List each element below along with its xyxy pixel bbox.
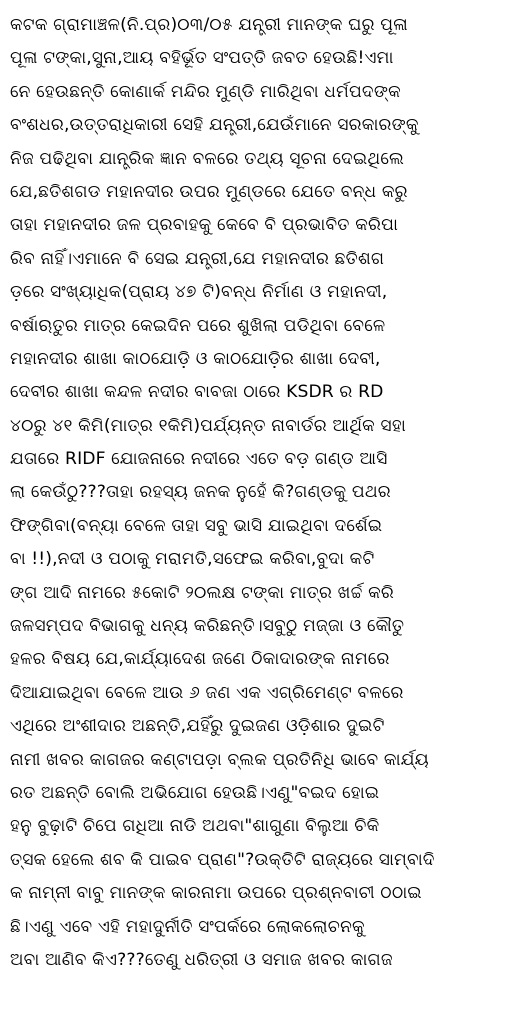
article-line-18: ଙ୍ଗ ଆଦି ନାମରେ ୫କୋଟି ୨୦ଲକ୍ଷ ଟଙ୍କା ମାତ୍ର ଖର୍ଚ୍ଚ କରି [10, 582, 395, 603]
article-line-28: ଛି।ଏଣୁ ଏବେ ଏହି ମହାଦୁର୍ନୀତି ସଂପର୍କରେ ଲୋକଲୋଚନକୁ [10, 916, 365, 937]
article-line-1: କଟକ ଗ୍ରାମାଞ୍ଚଳ(ନି.ପ୍ର)୦୩/୦୫ ଯନ୍ତ୍ରୀ ମାନଙ୍କ ଘରୁ ପୂଳା [10, 15, 408, 35]
article-line-11: ମହାନଦୀର ଶାଖା କାଠଯୋଡ଼ି ଓ କାଠଯୋଡ଼ିର ଶାଖା ଦେବୀ, [10, 348, 381, 369]
article-line-10: ବର୍ଷାଋତୁର ମାତ୍ର କେଇଦିନ ପରେ ଶୁଖିଲା ପଡିଥିବା ବେଳେ [10, 315, 386, 336]
article-line-4: ବଂଶଧର,ଉତ୍ତରାଧିକାରୀ ସେହି ଯନ୍ତ୍ରୀ,ଯେଉଁମାନେ ସରକାରଙ୍କୁ [10, 115, 419, 136]
article-line-12: ଦେବୀର ଶାଖା କନ୍ଦଳ ନଦୀର ବାବଜା ଠାରେ KSDR ର RD [10, 382, 384, 403]
article-line-3: ନେ ହେଉଛନ୍ତି କୋଣାର୍କ ମନ୍ଦିର ମୁଣ୍ଡି ମାରିଥିବା ଧର୍ମପଦଙ୍କ [10, 81, 401, 102]
article-line-13: ୪୦ରୁ ୪୧ କିମି(ମାତ୍ର ୧କିମି)ପର୍ଯ୍ୟନ୍ତ ନାବାର୍ଡର ଆର୍ଥିକ ସହା [10, 415, 406, 436]
article-line-6: ଯେ,ଛତିଶଗଡ ମହାନଦୀର ଉପର ମୁଣ୍ଡରେ ଯେତେ ବନ୍ଧ କରୁ [10, 181, 408, 202]
article-line-14: ଯତାରେ RIDF ଯୋଜନାରେ ନଦୀରେ ଏତେ ବଡ଼ ଗଣ୍ଡ ଆସି [10, 449, 388, 470]
article-line-9: ଡ଼ରେ ସଂଖ୍ୟାଧିକ(ପ୍ରାୟ ୪୭ ଟି)ବନ୍ଧ ନିର୍ମାଣ ଓ ମହାନଦୀ, [10, 282, 388, 303]
article-line-15: ଲା କେଉଁଠୁ???ତାହା ରହସ୍ୟ ଜନକ ନୁହେଁ କି?ଗଣ୍ଡକୁ ପଥର [10, 482, 391, 503]
article-line-7: ତାହା ମହାନଦୀର ଜଳ ପ୍ରବାହକୁ କେବେ ବି ପ୍ରଭାବିତ କରିପା [10, 215, 398, 236]
article-line-17: ବା !!),ନଦୀ ଓ ପଠାକୁ ମରାମତି,ସଫେଇ କରିବା,ବୁଦା କଟି [10, 549, 375, 570]
article-line-21: ଦିଆଯାଇଥିବା ବେଳେ ଆଉ ୬ ଜଣ ଏକ ଏଗ୍ରିମେଣ୍ଟ ବଳରେ [10, 682, 404, 703]
article-line-27: କ ନାମ୍ନୀ ବାବୁ ମାନଙ୍କ କାରନାମା ଉପରେ ପ୍ରଶ୍ନବାଚୀ ଠଠାଇ [10, 883, 422, 904]
article-line-26: ତ୍ସକ ହେଲେ ଶବ କି ପାଇବ ପ୍ରାଣ"?ଉକ୍ତିଟି ରାଜ୍ୟରେ ସାମ୍ବାଦି [10, 849, 435, 870]
article-line-29: ଅବା ଆଣିବ କିଏ???ତେଣୁ ଧରିତ୍ରୀ ଓ ସମାଜ ଖବର କାଗଜ [10, 949, 393, 970]
article-line-23: ନାମୀ ଖବର କାଗଜର କଣ୍ଟାପଡ଼ା ବ୍ଲକ ପ୍ରତିନିଧି ଭାବେ କାର୍ଯ୍ୟ [10, 749, 429, 770]
article-line-19: ଜଳସମ୍ପଦ ବିଭାଗକୁ ଧନ୍ୟ କରିଛନ୍ତି।ସବୁଠୁ ମଜ୍ଜା ଓ କୌତୁ [10, 616, 405, 637]
article-line-2: ପୂଳା ଟଙ୍କା,ସୁନା,ଆୟ ବହିର୍ଭୂତ ସଂପତ୍ତି ଜବତ ହେଉଛି!ଏମା [10, 48, 394, 69]
article-line-16: ଫିଙ୍ଗିବା(ବନ୍ୟା ବେଳେ ତାହା ସବୁ ଭାସି ଯାଇଥିବା ଦର୍ଶେଇ [10, 515, 383, 536]
article-body [10, 9, 522, 977]
article-line-22: ଏଥିରେ ଅଂଶୀଦାର ଅଛନ୍ତି,ଯହିଁରୁ ଦୁଇଜଣ ଓଡ଼ିଶାର ଦୁଇଟି [10, 716, 385, 737]
article-line-8: ରିବ ନାହିଁ।ଏମାନେ ବି ସେଇ ଯନ୍ତ୍ରୀ,ଯେ ମହାନଦୀର ଛତିଶଗ [10, 248, 385, 269]
article-line-24: ରତ ଅଛନ୍ତି ବୋଲି ଅଭିଯୋଗ ହେଉଛି।ଏଣୁ"ବଇଦ ହୋଇ [10, 782, 380, 803]
article-line-20: ହଳର ବିଷୟ ଯେ,କାର୍ଯ୍ୟାଦେଶ ଜଣେ ଠିକାଦାରଙ୍କ ନାମରେ [10, 649, 390, 670]
article-line-5: ନିଜ ପଢିଥିବା ଯାନ୍ତ୍ରିକ ଜ୍ଞାନ ବଳରେ ତଥ୍ୟ ସୂଚନା ଦେଇଥିଲେ [10, 148, 405, 169]
article-line-25: ହନୁ ବୁଢ଼ାଟି ଚିପେ ଗଧିଆ ନାଡି ଅଥବା"ଶାଗୁଣା ବିଲୁଆ ଚିକି [10, 816, 380, 837]
